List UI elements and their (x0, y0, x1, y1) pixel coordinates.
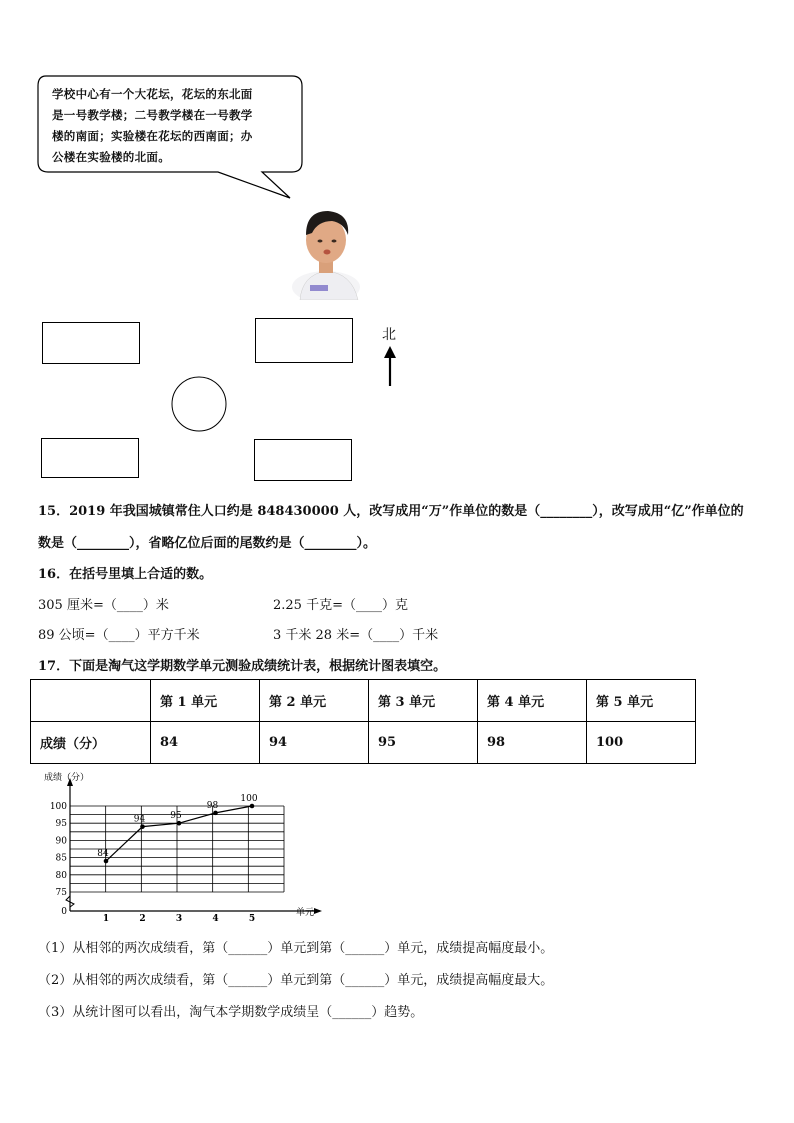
score-line-chart (30, 768, 330, 928)
bubble-line: 学校中心有一个大花坛，花坛的东北面 (52, 87, 253, 101)
q15-line2: 数是（________），省略亿位后面的尾数约是（________）。 (38, 536, 377, 551)
y-tick-label: 75 (55, 888, 67, 898)
table-row (31, 722, 696, 764)
q17-sub-3: （3）从统计图可以看出，淘气本学期数学成绩呈（______）趋势。 (38, 1005, 424, 1020)
table-header-cell: 第 3 单元 (369, 680, 478, 722)
map-box-top-left (42, 322, 140, 364)
data-label: 94 (133, 814, 146, 825)
q17-title: 17．下面是淘气这学期数学单元测验成绩统计表，根据统计图表填空。 (38, 659, 447, 674)
scores-table (30, 679, 696, 764)
q16-item-3: 89 公顷=（____）平方千米 (38, 628, 200, 643)
boy-illustration (292, 205, 372, 300)
q17-sub-1: （1）从相邻的两次成绩看，第（______）单元到第（______）单元，成绩提高幅度最小。 (38, 941, 554, 956)
q16-item-4: 3 千米 28 米=（____）千米 (273, 628, 439, 643)
table-header-cell: 第 2 单元 (260, 680, 369, 722)
data-point (140, 824, 145, 829)
data-label: 100 (240, 794, 258, 804)
data-label: 84 (97, 849, 109, 860)
data-point (104, 859, 109, 864)
y-tick-label: 95 (55, 819, 67, 830)
y-tick-label: 0 (61, 907, 67, 917)
flower-bed-circle (170, 375, 228, 433)
x-tick-label: 2 (139, 914, 146, 924)
q16-item-2: 2.25 千克=（____）克 (273, 598, 408, 613)
x-tick-label: 1 (102, 914, 110, 924)
y-tick-label: 100 (49, 802, 67, 812)
q15-line1: 15．2019 年我国城镇常住人口约是 848430000 人，改写成用“万”作单位的数是（________），改写成用“亿”作单位的 (38, 504, 744, 519)
table-row-label: 成绩（分） (31, 722, 151, 764)
map-box-bottom-left (41, 438, 139, 478)
x-tick-label: 3 (175, 914, 183, 924)
table-header-cell: 第 4 单元 (478, 680, 587, 722)
data-point (177, 821, 182, 826)
data-label: 98 (206, 800, 219, 811)
data-label: 95 (170, 811, 182, 822)
table-header-cell: 第 1 单元 (151, 680, 260, 722)
table-cell: 100 (587, 722, 696, 764)
map-box-bottom-right (254, 439, 352, 481)
q17-sub-2: （2）从相邻的两次成绩看，第（______）单元到第（______）单元，成绩提高幅度最大。 (38, 973, 554, 988)
x-axis-title: 单元 (296, 908, 315, 918)
table-cell: 98 (478, 722, 587, 764)
table-cell: 95 (369, 722, 478, 764)
table-header-row (31, 680, 696, 722)
y-tick-label: 80 (55, 870, 67, 881)
table-cell: 94 (260, 722, 369, 764)
data-point (250, 804, 255, 809)
y-tick-label: 90 (55, 836, 67, 847)
y-tick-label: 85 (55, 853, 67, 864)
q16-title: 16．在括号里填上合适的数。 (38, 567, 213, 582)
table-cell: 84 (151, 722, 260, 764)
bubble-line: 公楼在实验楼的北面。 (52, 150, 170, 164)
table-header-cell: 第 5 单元 (587, 680, 696, 722)
north-arrow-icon (380, 344, 400, 388)
data-point (213, 811, 218, 816)
bubble-line: 楼的南面；实验楼在花坛的西南面；办 (52, 129, 253, 143)
north-label: 北 (382, 327, 396, 343)
table-cell (31, 680, 151, 722)
x-tick-label: 4 (212, 914, 219, 924)
bubble-line: 是一号教学楼；二号教学楼在一号教学 (52, 108, 253, 122)
x-axis-arrow-icon (314, 908, 322, 914)
x-tick-label: 5 (248, 914, 256, 924)
y-axis-title: 成绩（分） (44, 773, 90, 783)
speech-bubble-text (52, 84, 298, 168)
q16-item-1: 305 厘米=（____）米 (38, 598, 169, 613)
map-box-top-right (255, 318, 353, 363)
